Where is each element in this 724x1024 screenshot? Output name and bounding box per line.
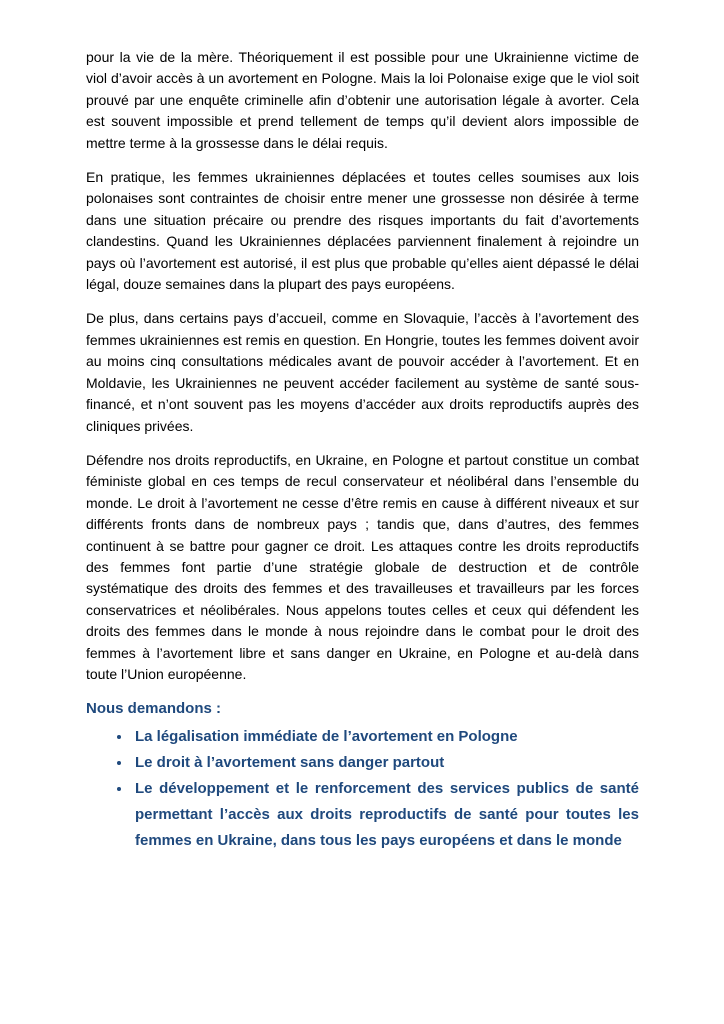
demand-item-3: • Le développement et le renforcement des services publics de santé permettant l’accès aux droits reproductifs de santé pour toutes les femmes en Ukraine, dans tous les pays européens et dans le monde xyxy=(132,776,639,854)
demand-item-2: • Le droit à l’avortement sans danger partout xyxy=(132,750,639,776)
body-paragraph-1: pour la vie de la mère. Théoriquement il est possible pour une Ukrainienne victime de viol d’avoir accès à un avortement en Pologne. Mais la loi Polonaise exige que le viol soit prouvé par une enquête criminelle afin d’obtenir une autorisation légale à avorter. Cela est souvent impossible et prend tellement de temps qu’il devient alors impossible de mettre terme à la grossesse dans le délai requis. xyxy=(86,49,639,151)
demand-item-1: • La légalisation immédiate de l’avortement en Pologne xyxy=(132,724,639,750)
demands-list xyxy=(86,724,639,854)
body-paragraph-4: Défendre nos droits reproductifs, en Ukraine, en Pologne et partout constitue un combat féministe global en ces temps de recul conservateur et néolibéral dans l’ensemble du monde. Le droit à l’avortement ne cesse d’être remis en cause à différent niveaux et sur différents fronts dans de nombreux pays ; tandis que, dans d’autres, des femmes continuent à se battre pour gagner ce droit. Les attaques contre les droits reproductifs des femmes font partie d’une stratégie globale de destruction et de contrôle systématique des droits des femmes et des travailleuses et travailleurs par les forces conservatrices et néolibérales. Nous appelons toutes celles et ceux qui défendent les droits des femmes dans le monde à nous rejoindre dans le combat pour le droit des femmes à l’avortement libre et sans danger en Ukraine, en Pologne et au-delà dans toute l’Union européenne. xyxy=(86,451,639,682)
body-paragraph-2: En pratique, les femmes ukrainiennes déplacées et toutes celles soumises aux lois polonaises sont contraintes de choisir entre mener une grossesse non désirée à terme dans une situation précaire ou prendre des risques importants du fait d’avortements clandestins. Quand les Ukrainiennes déplacées parviennent finalement à rejoindre un pays où l’avortement est autorisé, il est plus que probable qu’elles aient dépassé le délai légal, douze semaines dans la plupart des pays européens. xyxy=(86,169,639,293)
page-content xyxy=(86,47,639,854)
demands-heading: Nous demandons : xyxy=(86,700,222,718)
body-paragraph-3: De plus, dans certains pays d’accueil, comme en Slovaquie, l’accès à l’avortement des femmes ukrainiennes est remis en question. En Hongrie, toutes les femmes doivent avoir au moins cinq consultations médicales avant de pouvoir accéder à l’avortement. Et en Moldavie, les Ukrainiennes ne peuvent accéder facilement au système de santé sous-financé, et n’ont souvent pas les moyens d’accéder aux droits reproductifs auprès des cliniques privées. xyxy=(86,310,639,434)
